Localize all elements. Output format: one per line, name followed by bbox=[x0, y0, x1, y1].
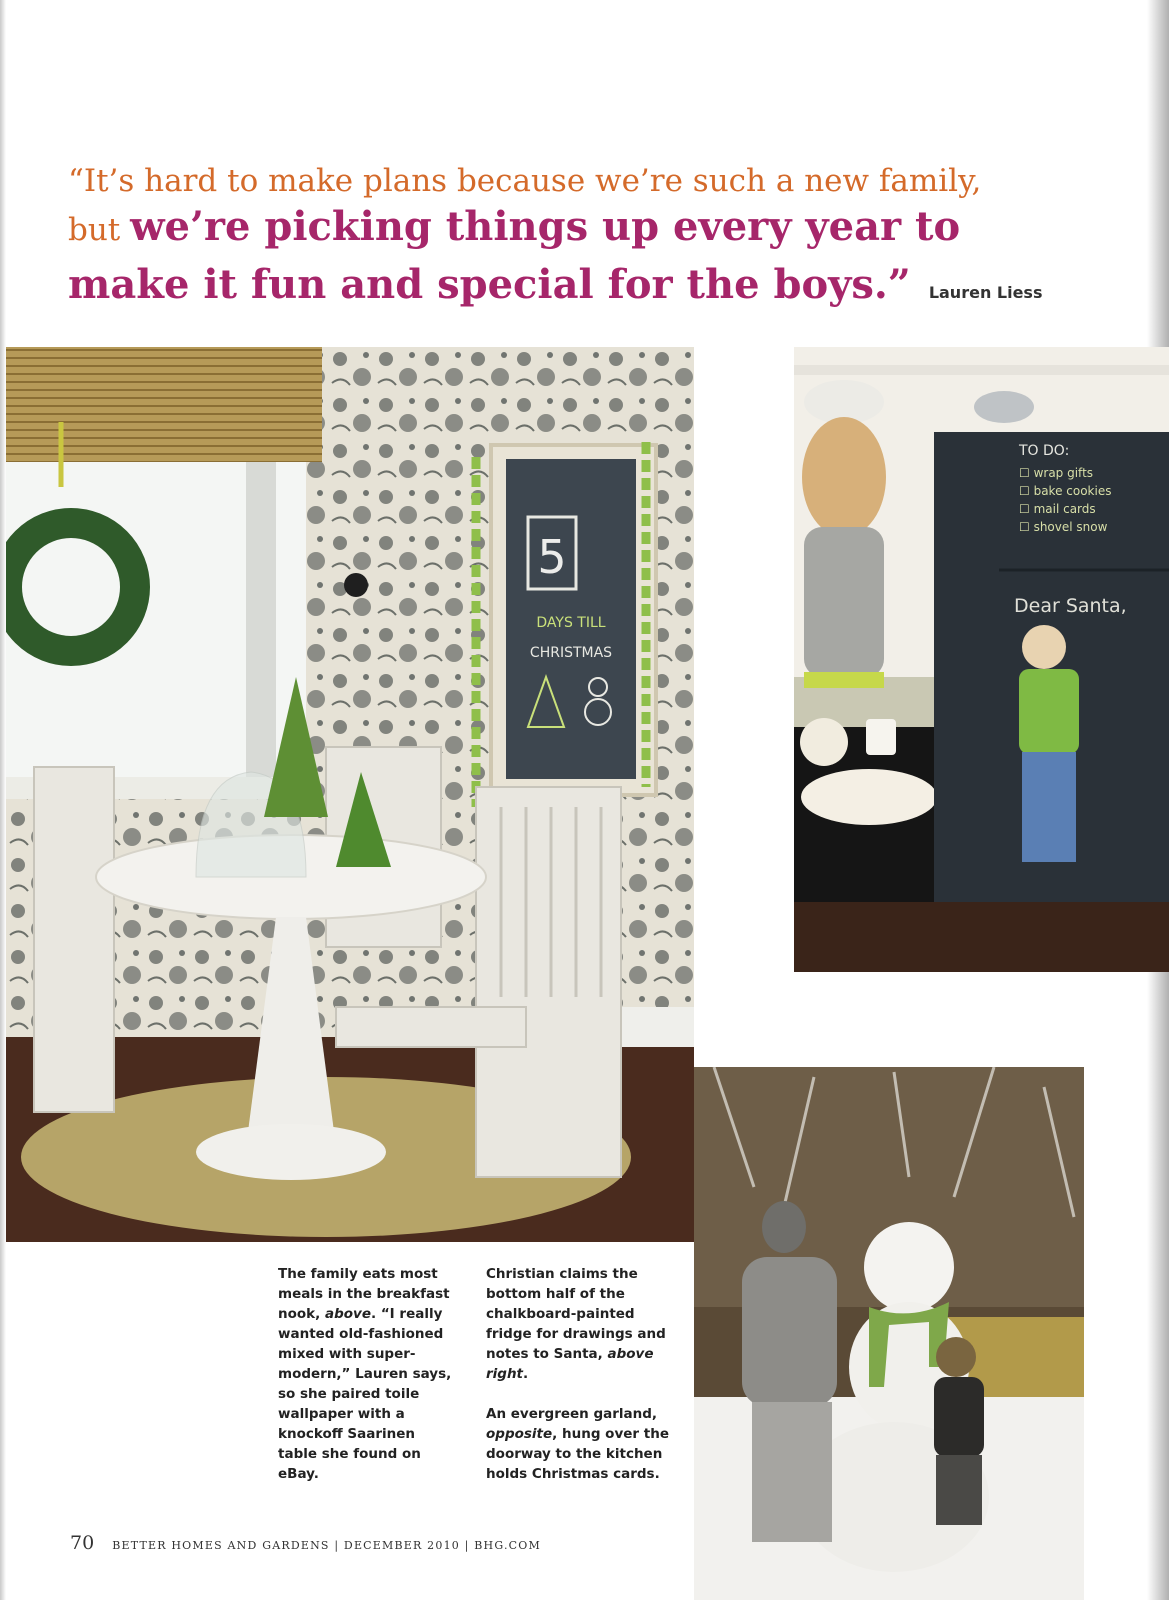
caption-right-p2-em: opposite bbox=[486, 1426, 553, 1442]
todo-item: ☐ wrap gifts bbox=[1019, 466, 1094, 480]
dear-santa-text: Dear Santa, bbox=[1014, 595, 1127, 617]
chalkboard-line-2: CHRISTMAS bbox=[529, 645, 613, 661]
caption-right-p1-text-b: . bbox=[523, 1366, 529, 1382]
toddler bbox=[936, 1337, 976, 1377]
quote-line-2 bbox=[68, 202, 1098, 260]
caption-right-p2-text-a: An evergreen garland, bbox=[486, 1406, 658, 1422]
caption-right-paragraph-2 bbox=[486, 1404, 681, 1484]
snowman-photo bbox=[694, 1067, 1084, 1600]
page-footer bbox=[70, 1532, 541, 1554]
caption-right bbox=[486, 1264, 681, 1504]
caption-right-p1-em: above right bbox=[486, 1346, 654, 1382]
chair-left bbox=[34, 767, 114, 1112]
quote-line-3 bbox=[68, 260, 1098, 318]
caption-left-text-a: The family eats most meals in the breakfast nook, bbox=[278, 1266, 450, 1322]
caption-right-paragraph-1 bbox=[486, 1264, 681, 1384]
man-with-hat bbox=[762, 1201, 806, 1253]
wall-sconce bbox=[344, 573, 368, 597]
chair-front-right bbox=[476, 787, 621, 1177]
page-number: 70 bbox=[70, 1532, 95, 1554]
chalkboard-line-1: DAYS TILL bbox=[536, 615, 606, 631]
quote-attribution: Lauren Liess bbox=[928, 283, 1043, 302]
quote-line-2-emphasis: we’re picking things up every year to bbox=[130, 203, 961, 250]
folio-line: BETTER HOMES AND GARDENS | DECEMBER 2010 | BHG.COM bbox=[112, 1539, 541, 1552]
boy-at-fridge bbox=[1022, 625, 1066, 669]
plate-of-pastries bbox=[801, 769, 937, 825]
quote-line-1: “It’s hard to make plans because we’re such a new family, bbox=[68, 163, 982, 199]
caption-right-p2-text-b: , hung over the doorway to the kitchen holds Christmas cards. bbox=[486, 1426, 669, 1482]
todo-item: ☐ bake cookies bbox=[1019, 484, 1112, 498]
caption-right-p1-text-a: Christian claims the bottom half of the chalkboard-painted fridge for drawings and notes to Santa, bbox=[486, 1266, 666, 1362]
breakfast-nook-photo bbox=[6, 347, 694, 1242]
snowman-head bbox=[864, 1222, 954, 1312]
mother bbox=[802, 417, 886, 537]
kitchen-fridge-photo bbox=[794, 347, 1169, 972]
caption-left-paragraph bbox=[278, 1264, 458, 1484]
quote-line-3-emphasis: make it fun and special for the boys.” bbox=[68, 261, 911, 308]
quote-line-2-lead: but bbox=[68, 212, 131, 248]
pull-quote bbox=[68, 160, 1098, 318]
chalkboard-number: 5 bbox=[537, 530, 567, 584]
caption-left bbox=[278, 1264, 458, 1504]
todo-item: ☐ mail cards bbox=[1019, 502, 1096, 516]
caption-left-text-b: . “I really wanted old-fashioned mixed with super-modern,” Lauren says, so she paired toile wallpaper with a knockoff Saarinen table she found on eBay. bbox=[278, 1306, 452, 1482]
bamboo-blind bbox=[6, 347, 322, 462]
todo-item: ☐ shovel snow bbox=[1019, 520, 1108, 534]
caption-left-em: above bbox=[324, 1306, 371, 1322]
todo-title: TO DO: bbox=[1019, 443, 1070, 459]
